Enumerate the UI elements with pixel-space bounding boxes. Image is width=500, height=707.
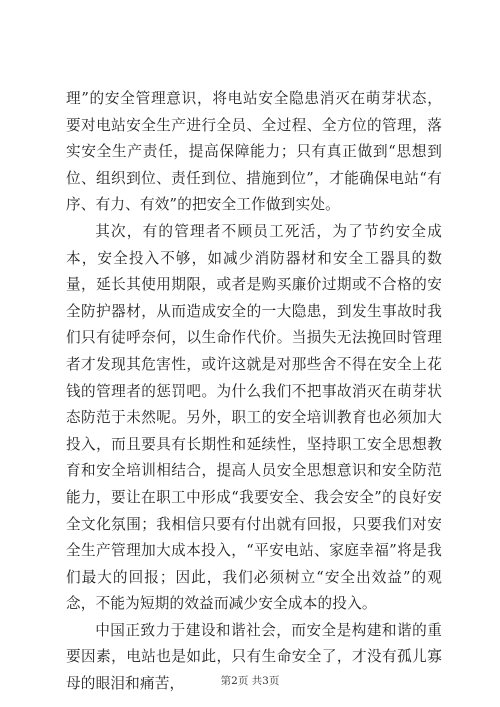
- paragraph-harmonious-society: 中国正致力于建设和谐社会，而安全是构建和谐的重要因素，电站也是如此，只有生命安全了，才没有孤儿寡母的眼泪和痛苦，: [66, 621, 442, 693]
- paragraph-cost-investment: 其次，有的管理者不顾员工死活，为了节约安全成本，安全投入不够，如减少消防器材和安全工器具的数量，延长其使用期限，或者是购买廉价过期或不合格的安全防护器材，从而造成安全的一大隐患，到发生事故时我们只有徒呼奈何，以生命作代价。当损失无法挽回时管理者才发现其危害性，或许这就是对那些舍不得在安全上花钱的管理者的惩罚吧。为什么我们不把事故消灭在萌芽状态防范于未然呢。另外，职工的安全培训教育也必须加大投入，而且要具有长期性和延续性，坚持职工安全思想教育和安全培训相结合，提高人员安全思想意识和安全防范能力，要让在职工中形成“我要安全、我会安全”的良好安全文化氛围；我相信只要有付出就有回报，只要我们对安全生产管理加大成本投入，“平安电站、家庭幸福”将是我们最大的回报；因此，我们必须树立“安全出效益”的观念，不能为短期的效益而减少安全成本的投入。: [66, 222, 442, 613]
- document-body: [66, 86, 442, 698]
- paragraph-continuation: 理”的安全管理意识，将电站安全隐患消灭在萌芽状态，要对电站安全生产进行全员、全过程、全方位的管理，落实安全生产责任，提高保障能力；只有真正做到“思想到位、组织到位、责任到位、措施到位”，才能确保电站“有序、有力、有效”的把安全工作做到实处。: [66, 90, 442, 214]
- page-number-footer: 第2页 共3页: [220, 675, 280, 687]
